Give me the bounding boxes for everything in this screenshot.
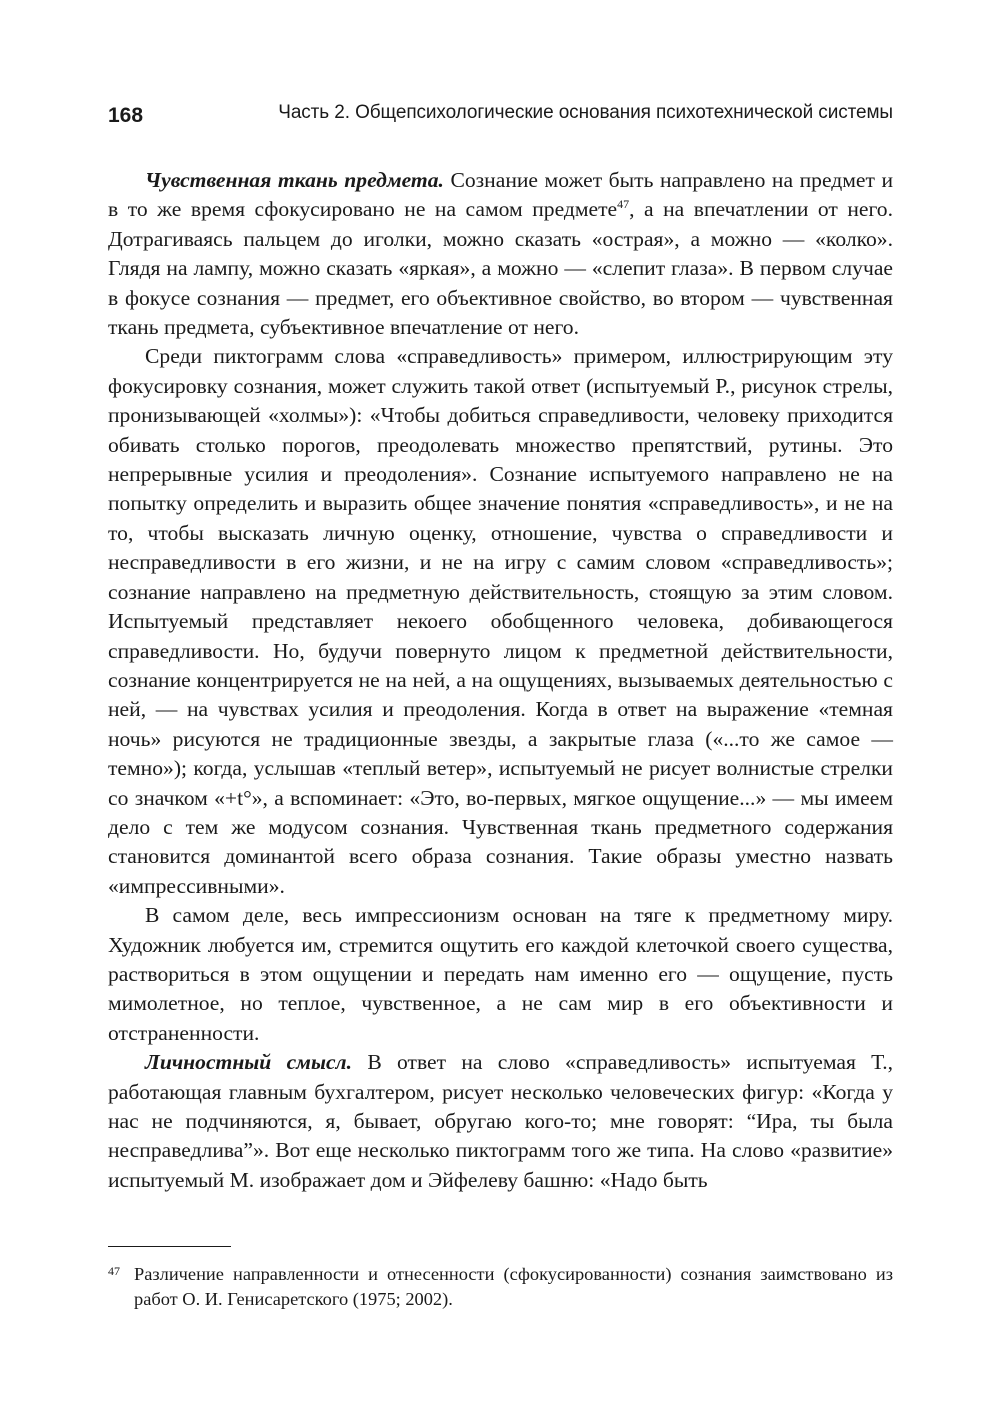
running-head <box>108 100 893 134</box>
paragraph: Среди пиктограмм слова «справедливость» примером, иллюстрирующим эту фокусировку сознания, может служить такой ответ (испытуемый Р., рисунок стрелы, пронизывающей «холмы»): «Чтобы добиться справедливости, человеку приходится обивать столько порогов, преодолевать множество препятствий, рутины. Это непрерывные усилия и преодоления». Сознание испытуемого направлено не на попытку определить и выразить общее значение понятия «справедливость», и не на то, чтобы высказать личную оценку, отношение, чувства о справедливости и несправедливости в его жизни, и не на игру с самим словом «справедливость»; сознание направлено на предметную действительность, стоящую за этим словом. Испытуемый представляет некоего обобщенного человека, добивающегося справедливости. Но, будучи повернуто лицом к предметной действительности, сознание концентрируется не на ней, а на ощущениях, вызываемых деятельностью с ней, — на чувствах усилия и преодоления. Когда в ответ на выражение «темная ночь» рисуются не традиционные звезды, а закрытые глаза («...то же самое — темно»); когда, услышав «теплый ветер», испытуемый не рисует волнистые стрелки со значком «+t°», а вспоминает: «Это, во-первых, мягкое ощущение...» — мы имеем дело с тем же модусом сознания. Чувственная ткань предметного содержания становится доминантой всего образа сознания. Такие образы уместно назвать «импрессивными». <box>108 344 893 898</box>
section-heading: Чувственная ткань предмета. <box>145 168 444 192</box>
footnote-marker: 47 <box>108 1264 120 1278</box>
page-number: 168 <box>108 104 144 127</box>
footnote-reference[interactable]: 47 <box>617 197 630 212</box>
paragraph: В самом деле, весь импрессионизм основан на тяге к предметному миру. Художник любуется им, стремится ощутить его каждой клеточкой своего существа, раствориться в этом ощущении и передать нам именно его — ощущение, пусть мимолетное, но теплое, чувственное, а не сам мир в его объективности и отстраненности. <box>108 903 893 1045</box>
paragraph-text: Сознание может быть направлено на предмет и в то же время сфокусировано не на самом предмете <box>108 168 893 222</box>
footnote-text: Различение направленности и отнесенности (сфокусированности) сознания заимствовано из работ О. И. Генисаретского (1975; 2002). <box>134 1264 893 1309</box>
main-text <box>108 166 893 1195</box>
paragraph <box>108 1048 893 1195</box>
footnote <box>108 1262 893 1312</box>
paragraph-text: В ответ на слово «справедливость» испытуемая Т., работающая главным бухгалтером, рисует несколько человеческих фигур: «Когда у нас не подчиняются, я, бывает, обругаю кого-то; мне говорят: “Ира, ты была несправедлива”». Вот еще несколько пиктограмм того же типа. На слово «развитие» испытуемый М. изображает дом и Эйфелеву башню: «Надо быть <box>108 1050 893 1192</box>
footnote-divider <box>108 1246 231 1247</box>
running-title: Часть 2. Общепсихологические основания психотехнической системы <box>278 102 893 123</box>
paragraph-text: , а на впечатлении от него. Дотрагиваясь пальцем до иголки, можно сказать «острая», а можно — «колко». Глядя на лампу, можно сказать «яркая», а можно — «слепит глаза». В первом случае в фокусе сознания — предмет, его объективное свойство, во втором — чувственная ткань предмета, субъективное впечатление от него. <box>108 197 893 340</box>
paragraph <box>108 166 893 342</box>
section-heading: Личностный смысл. <box>145 1050 353 1075</box>
